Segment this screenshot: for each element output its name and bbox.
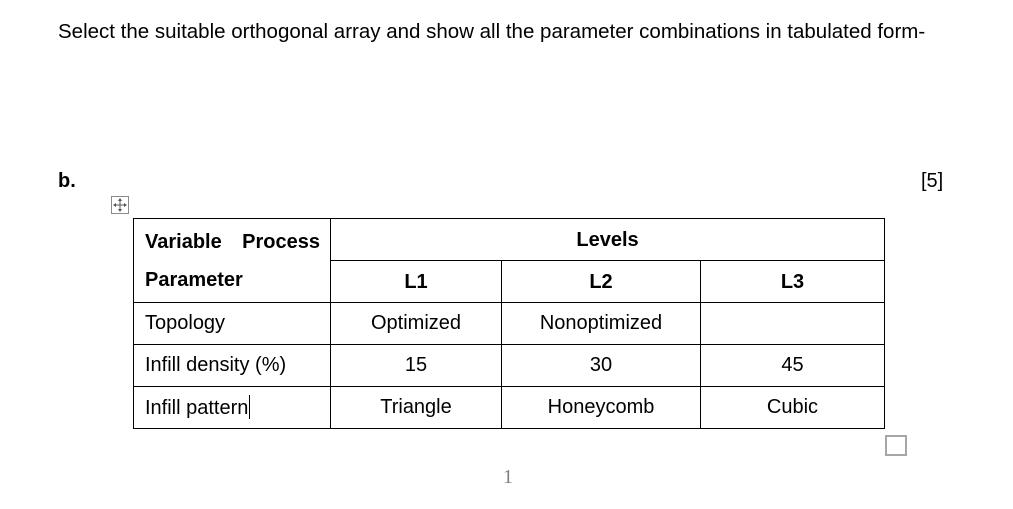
table-row xyxy=(134,345,885,387)
table-cell[interactable] xyxy=(331,303,502,345)
levels-table xyxy=(133,218,885,429)
table-row xyxy=(134,303,885,345)
table-cell[interactable] xyxy=(134,345,331,387)
table-cell[interactable] xyxy=(502,345,701,387)
intro-paragraph: Select the suitable orthogonal array and show all the parameter combinations in tabulated form- xyxy=(58,20,926,43)
cell-value: 45 xyxy=(781,354,804,376)
row-parameter: Infill pattern xyxy=(145,397,249,419)
level-header-l1: L1 xyxy=(404,271,428,293)
table-move-handle[interactable] xyxy=(111,196,129,214)
table-cell[interactable] xyxy=(502,303,701,345)
parameter-header-line2: Parameter xyxy=(145,269,243,291)
table-cell[interactable] xyxy=(134,303,331,345)
question-label: b. xyxy=(58,170,76,192)
table-cell[interactable] xyxy=(701,303,885,345)
cell-value: Cubic xyxy=(766,396,819,418)
level-header-cell[interactable] xyxy=(701,261,885,303)
table-header-row xyxy=(134,219,885,261)
cell-value: Honeycomb xyxy=(547,396,655,418)
level-header-cell[interactable] xyxy=(502,261,701,303)
resize-square-icon[interactable] xyxy=(885,435,907,456)
table-cell[interactable] xyxy=(134,387,331,429)
table-row xyxy=(134,387,885,429)
cell-value: 30 xyxy=(589,354,613,376)
level-header-l3: L3 xyxy=(780,271,805,293)
table-cell[interactable] xyxy=(331,387,502,429)
cell-value: Triangle xyxy=(380,396,452,418)
text-cursor xyxy=(249,395,250,419)
table-cell[interactable] xyxy=(331,345,502,387)
levels-header-cell[interactable] xyxy=(331,219,885,261)
page-number: 1 xyxy=(503,466,513,488)
levels-header: Levels xyxy=(576,229,639,251)
table-cell[interactable] xyxy=(701,387,885,429)
cell-value: Optimized xyxy=(370,312,462,334)
parameter-header-cell[interactable] xyxy=(134,219,331,303)
table-cell[interactable] xyxy=(502,387,701,429)
cell-value: Nonoptimized xyxy=(539,312,663,334)
row-parameter: Topology xyxy=(145,312,226,334)
cell-value: 15 xyxy=(404,354,428,376)
marks-label: [5] xyxy=(921,170,944,192)
table-cell[interactable] xyxy=(701,345,885,387)
row-parameter: Infill density (%) xyxy=(145,354,287,376)
parameter-header-word: Process xyxy=(242,231,320,253)
move-arrows-icon xyxy=(112,197,128,213)
level-header-cell[interactable] xyxy=(331,261,502,303)
level-header-l2: L2 xyxy=(589,271,613,293)
parameter-header-word: Variable xyxy=(145,231,222,253)
